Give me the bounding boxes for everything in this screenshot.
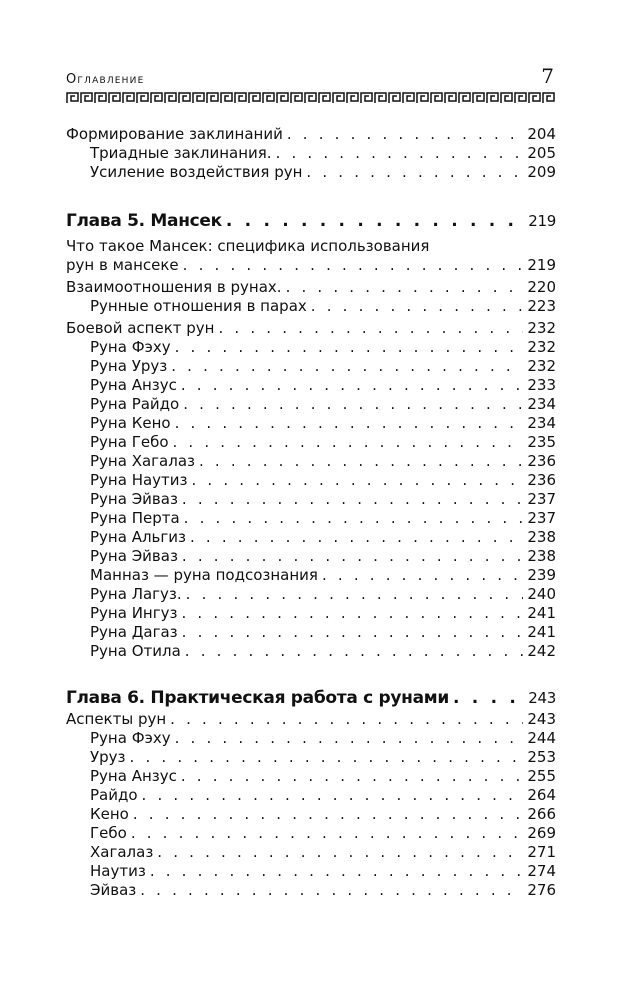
toc-entry[interactable]: Руна Эйваз . . . 238 <box>66 547 556 566</box>
toc-entry[interactable]: Руна Анзус . . . 255 <box>66 767 556 786</box>
toc-entry[interactable]: Усиление воздействия рун . . . 209 <box>66 163 556 182</box>
toc-entry[interactable]: Руна Фэху . . . 244 <box>66 729 556 748</box>
toc-entry[interactable]: Руна Отила . . . 242 <box>66 642 556 661</box>
toc-entry[interactable]: Руна Анзус . . . 233 <box>66 376 556 395</box>
toc-entry[interactable]: Хагалаз . . . 271 <box>66 843 556 862</box>
toc-entry[interactable]: Руна Альгиз . . . 238 <box>66 528 556 547</box>
toc-entry[interactable]: Руна Эйваз . . . 237 <box>66 490 556 509</box>
toc-entry[interactable]: Рунные отношения в парах . . . 223 <box>66 297 556 316</box>
toc-entry[interactable]: Взаимоотношения в рунах. . . . 220 <box>66 278 556 297</box>
toc-entry[interactable]: Эйваз . . . 276 <box>66 881 556 900</box>
chapter-heading-5[interactable]: Глава 5. Мансек . . . 219 <box>66 210 556 232</box>
page-number: 7 <box>541 64 554 88</box>
chapter-heading-6[interactable]: Глава 6. Практическая работа с рунами . . . 243 <box>66 687 556 709</box>
toc-entry[interactable]: Триадные заклинания. . . . 205 <box>66 144 556 163</box>
toc-entry[interactable]: Аспекты рун . . . 243 <box>66 710 556 729</box>
table-of-contents <box>66 125 556 900</box>
running-head-title: Оглавление <box>66 72 145 87</box>
toc-entry[interactable]: Руна Райдо . . . 234 <box>66 395 556 414</box>
meander-border-ornament <box>66 92 556 104</box>
toc-entry[interactable]: Райдо . . . 264 <box>66 786 556 805</box>
toc-entry[interactable]: Гебо . . . 269 <box>66 824 556 843</box>
toc-entry[interactable]: Руна Перта . . . 237 <box>66 509 556 528</box>
toc-entry[interactable]: Руна Гебо . . . 235 <box>66 433 556 452</box>
toc-entry[interactable]: Что такое Мансек: специфика использования рун в мансеке . . . 219 <box>66 237 556 275</box>
toc-entry[interactable]: Манназ — руна подсознания . . . 239 <box>66 566 556 585</box>
running-head <box>66 64 556 90</box>
toc-entry[interactable]: Руна Кено . . . 234 <box>66 414 556 433</box>
toc-entry[interactable]: Боевой аспект рун . . . 232 <box>66 319 556 338</box>
toc-entry[interactable]: Руна Уруз . . . 232 <box>66 357 556 376</box>
toc-entry[interactable]: Руна Фэху . . . 232 <box>66 338 556 357</box>
toc-entry[interactable]: Руна Хагалаз . . . 236 <box>66 452 556 471</box>
toc-entry[interactable]: Руна Ингуз . . . 241 <box>66 604 556 623</box>
toc-entry[interactable]: Наутиз . . . 274 <box>66 862 556 881</box>
toc-entry[interactable]: Руна Наутиз . . . 236 <box>66 471 556 490</box>
toc-entry[interactable]: Руна Лагуз. . . . 240 <box>66 585 556 604</box>
toc-entry[interactable]: Кено . . . 266 <box>66 805 556 824</box>
toc-entry[interactable]: Руна Дагаз . . . 241 <box>66 623 556 642</box>
toc-entry[interactable]: Уруз . . . 253 <box>66 748 556 767</box>
toc-entry[interactable]: Формирование заклинаний . . . 204 <box>66 125 556 144</box>
